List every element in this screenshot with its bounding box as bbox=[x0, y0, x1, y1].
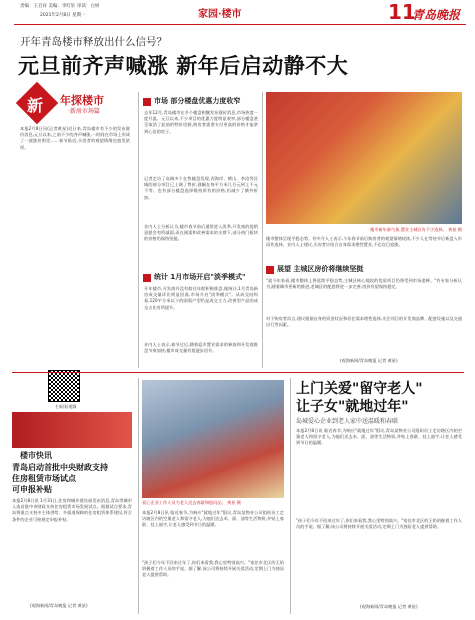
story2-credit: (观海新闻/青岛晚报 记者 黄星) bbox=[30, 603, 88, 608]
article1-para1: 去年12月,青岛楼市在多个楼盘相继发布涨价消息,市场热度一度升温。元旦以来,不少项目的优惠力度明显收窄,部分楼盘甚至取消了此前的特价房源,购房者需要支付更高的价格才能拿到心仪的房子。 bbox=[144, 110, 258, 134]
elderly-care-photo bbox=[142, 380, 284, 498]
article1-subhead2: 统计 1月市场开启"淡季模式" bbox=[154, 273, 246, 281]
column-rule-3 bbox=[138, 378, 139, 614]
article1-subhead-icon bbox=[143, 98, 151, 106]
story3-body2: "孩子们今年不回来过年了,你们来看我,我心里特别高兴。"家住市北区的王奶奶握着工作人员的手说。据了解,该公司将持续开展关爱活动,定期上门为独居老人提供帮助。 bbox=[142, 560, 284, 578]
page-number: 11 bbox=[388, 0, 416, 24]
article1-subhead2-icon bbox=[143, 274, 151, 282]
right-subhead-icon bbox=[266, 266, 274, 274]
new-year-subtitle: ·新房市场篇 bbox=[68, 108, 100, 115]
headline-main: 元旦前齐声喊涨 新年后启动静不大 bbox=[18, 54, 349, 78]
elderly-care-caption: 爱心企业工作人员为老人送去春联和慰问品。 黄星 摄 bbox=[142, 500, 241, 505]
right-para2: "就今年来看,楼市整体上将延续平稳态势,主城区核心地段的优质项目仍将受到市场追捧。"有专家分析认为,随着城市更新的推进,老城区的配套将进一步完善,房价有望保持稳定。 bbox=[266, 278, 462, 290]
right-credit: (观海新闻/青岛晚报 记者 黄星) bbox=[340, 358, 398, 363]
story3-body1: 本报2月8日讯 临近春节,为响应"就地过年"倡议,青岛某物业公司组织员工走访辖区内的空巢老人和留守老人,为他们送去米、面、油等生活物资,并贴上春联、挂上福字,让老人感受到节日的温暖。 bbox=[142, 510, 284, 528]
headline-kicker: 开年青岛楼市释放出什么信号？ bbox=[20, 36, 167, 48]
article1-para5: 业内人士表示,春节过后,随着返乡置业需求的释放和开发商推盘节奏加快,楼市成交量有望逐步回升。 bbox=[144, 342, 258, 354]
story3-headline1: 上门关爱"留守老人" bbox=[296, 381, 423, 397]
story3-right-body2: "孩子们今年不回来过年了,你们来看我,我心里特别高兴。"家住市北区的王奶奶握着工作人员的手说。据了解,该公司将持续开展关爱活动,定期上门为独居老人提供帮助。 bbox=[296, 518, 462, 530]
housing-photo-caption: 楼市新年新气象,置业主城区有不少选择。 黄星 摄 bbox=[370, 227, 462, 232]
editor-line: 责编：王召祥 美编：李红轩 审读：白妍 bbox=[20, 4, 100, 9]
date-line: 2021年2月8日 星期一 bbox=[40, 13, 86, 18]
section-divider bbox=[12, 372, 464, 373]
qr-code[interactable] bbox=[48, 370, 80, 402]
brand-logo: 青岛晚报 bbox=[412, 8, 461, 22]
story2-body: 本报2月8日讯 1月31日,住房和城乡建设部发布消息,青岛等城市入选首批中央财政支持住房租赁市场发展试点。根据试点要求,青岛将重点支持多主体供给、多渠道保障的住房租赁体系建设,符合条件的企业可按规定申报补贴。 bbox=[12, 498, 132, 522]
story3-subhead: 岛城爱心企业到老人家中送温暖和春联 bbox=[296, 418, 399, 425]
qr-caption: 扫码看视频 bbox=[55, 404, 77, 409]
page-header bbox=[0, 0, 475, 26]
right-subhead: 展望 主城区房价将继续坚挺 bbox=[277, 265, 364, 273]
article1-subhead: 市场 部分楼盘优惠力度收窄 bbox=[154, 97, 241, 105]
housing-photo bbox=[266, 92, 462, 224]
right-para3: 对于购房者而言,建议根据自身的资金状况和居住需求理性选择,关注项目的开发商品牌、配套设施以及交通出行等因素。 bbox=[266, 316, 462, 328]
new-year-badge-text: 新 bbox=[27, 96, 44, 115]
article1-para4: 开年楼市,开发商并没有如往年般积极推盘,据统计,1月青岛新房成交量环比明显回落,市场开启"淡季模式"。从成交结构看,120平方米以下的刚需户型仍是成交主力,改善型产品的成交占比有所提升。 bbox=[144, 286, 258, 310]
new-year-title: 年探楼市 bbox=[60, 94, 104, 107]
story2-title2: 住房租赁市场试点 bbox=[12, 474, 76, 483]
new-year-body: 本报2月8日讯(记者黄星)近日来,青岛楼市有不少的发布涨价消息,元旦以来,之前不少的齐声喊涨,一时间在市场上形成了一波涨价舆论……春节临近,买房者的观望情绪也愈发浓厚。 bbox=[20, 126, 130, 150]
story2-tag: 楼市快讯 bbox=[20, 451, 52, 460]
new-year-box bbox=[12, 88, 132, 358]
article1-para3: 业内人士分析认为,楼市春节前后通常进入淡季,开发商的促销意愿会有所减弱,而在刚需和改善需求的支撑下,部分热门板块的价格仍保持坚挺。 bbox=[144, 224, 258, 242]
story2-title3: 可申报补贴 bbox=[12, 485, 52, 494]
article1-para2: 记者走访了岛城多个在售楼盘发现,西海岸、崂山、李沧等区域的部分项目已上调了售价,涨幅在每平方米几百元到上千元不等。也有部分楼盘选择维持原有的价格,但减少了额外折扣。 bbox=[144, 176, 258, 200]
header-rule bbox=[14, 24, 466, 25]
story3-right-body: 本报2月8日讯 临近春节,为响应"就地过年"倡议,青岛某物业公司组织员工走访辖区内的空巢老人和留守老人,为他们送去米、面、油等生活物资,并贴上春联、挂上福字,让老人感受到节日的温暖。 bbox=[296, 428, 462, 446]
column-rule-2 bbox=[262, 92, 263, 368]
right-para1: 楼市整体呈现平稳态势。有中介人士表示,今年春节前后购房者的观望情绪较浓,不少人在等待节后新盘入市再作选择。业内人士建议,买房者应结合自身需求理性置业,不必盲目追涨。 bbox=[266, 236, 462, 248]
column-rule-4 bbox=[290, 378, 291, 614]
column-rule-1 bbox=[138, 92, 139, 368]
story2-title1: 青岛启动首批中央财政支持 bbox=[12, 463, 108, 472]
story2-photo bbox=[12, 412, 132, 448]
story3-credit: (观海新闻/青岛晚报 记者 黄星) bbox=[360, 604, 418, 609]
section-title: 家园·楼市 bbox=[198, 9, 242, 20]
story3-headline2: 让子女"就地过年" bbox=[296, 399, 409, 415]
